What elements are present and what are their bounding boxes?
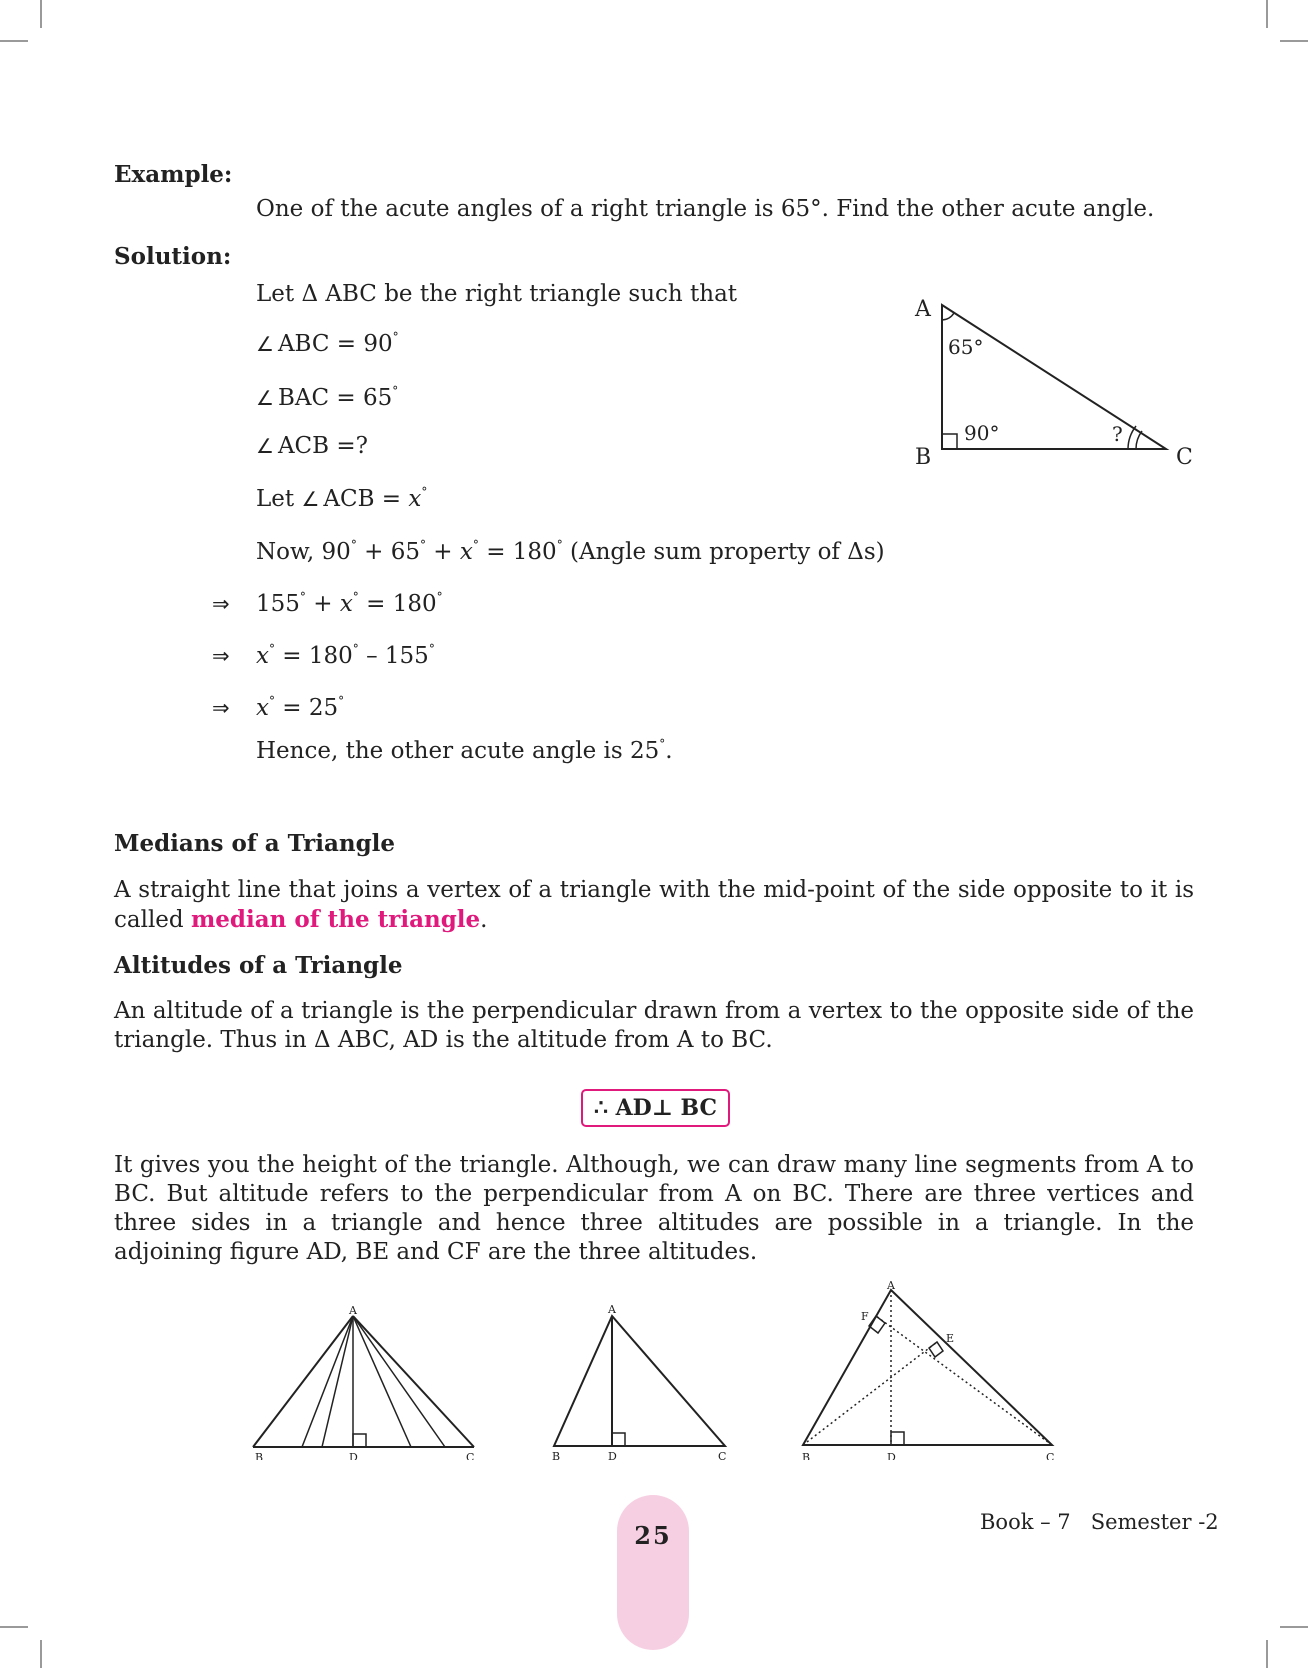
label-b: B (255, 1451, 264, 1460)
angle-c-label: ? (1112, 422, 1123, 446)
angle-symbol: ∠ (301, 487, 320, 511)
right-angle-mark (612, 1433, 625, 1446)
hence-line (256, 737, 673, 766)
label-c: C (1046, 1451, 1055, 1460)
crop-mark (0, 1626, 28, 1628)
segment-line (302, 1316, 353, 1447)
degree-symbol: ° (268, 694, 275, 708)
step1-a: 155 (256, 591, 300, 617)
degree-symbol: ° (352, 642, 359, 656)
altitude-cf (876, 1316, 1052, 1445)
implies-symbol: ⇒ (212, 696, 230, 720)
right-angle-mark (942, 434, 957, 449)
medians-paragraph (114, 876, 1194, 935)
degree-symbol: ° (352, 590, 359, 604)
triangle-figures-row (240, 1280, 1070, 1460)
label-b: B (802, 1451, 811, 1460)
step3-a: = 25 (274, 695, 339, 721)
segment-line (353, 1316, 411, 1447)
angle-symbol: ∠ (256, 434, 274, 458)
angle-a-label: 65° (948, 335, 984, 359)
crop-mark (1280, 40, 1308, 42)
label-d: D (349, 1451, 358, 1460)
crop-mark (1280, 1626, 1308, 1628)
hence-b: . (665, 738, 673, 764)
example-heading: Example: (114, 161, 233, 188)
now-b: + 65 (356, 539, 420, 565)
step1-b: + (305, 591, 340, 617)
label-f: F (861, 1310, 869, 1323)
medians-end: . (480, 907, 488, 933)
degree-symbol: ° (421, 485, 428, 499)
label-a: A (887, 1280, 895, 1292)
label-d: D (608, 1450, 617, 1460)
now-line (256, 538, 885, 567)
medians-text: A straight line that joins a vertex of a triangle with the mid-point of the side opposite to it is called (114, 877, 1194, 933)
implies-symbol: ⇒ (212, 644, 230, 668)
angle-b-label: 90° (964, 421, 1000, 445)
figure-three-altitudes (802, 1280, 1054, 1460)
altitudes-paragraph-2: It gives you the height of the triangle. Although, we can draw many line segments from A to BC. But altitude refers to the perpendicular from A on BC. There are three vertices and three sides in a triangle and hence three altitudes are possible in a triangle. In the adjoining figure AD, BE and CF are the three altitudes. (114, 1152, 1194, 1265)
label-c: C (718, 1450, 727, 1460)
degree-symbol: ° (436, 590, 443, 604)
right-angle-mark (929, 1342, 943, 1357)
degree-symbol: ° (268, 642, 275, 656)
degree-symbol: ° (556, 538, 563, 552)
degree-symbol: ° (392, 330, 399, 344)
var-x: x (256, 695, 269, 721)
degree-symbol: ° (350, 538, 357, 552)
crop-mark (1266, 1640, 1268, 1668)
vertex-c-label: C (1176, 445, 1193, 470)
example-problem: One of the acute angles of a right triangle is 65°. Find the other acute angle. (256, 196, 1155, 222)
right-angle-mark (353, 1434, 366, 1447)
step3-line (256, 694, 344, 723)
var-x: x (256, 643, 269, 669)
let-text: Let (256, 486, 302, 512)
altitudes-heading: Altitudes of a Triangle (114, 952, 403, 979)
figure-many-segments (253, 1304, 474, 1460)
triangle-abc (803, 1290, 1052, 1445)
altitudes-paragraph: An altitude of a triangle is the perpendicular drawn from a vertex to the opposite side of the triangle. Thus in Δ ABC, AD is the altitude from A to BC. (114, 998, 1194, 1053)
segment-line (353, 1316, 445, 1447)
label-a: A (349, 1304, 357, 1317)
angle-symbol: ∠ (256, 386, 274, 410)
footer-semester: Semester -2 (1090, 1510, 1219, 1534)
label-c: C (466, 1451, 475, 1460)
now-d: = 180 (478, 539, 557, 565)
now-e: (Angle sum property of Δs) (562, 539, 885, 565)
hence-a: Hence, the other acute angle is 25 (256, 738, 660, 764)
right-triangle-figure (900, 288, 1200, 473)
degree-symbol: ° (338, 694, 345, 708)
let-acb: ACB = (323, 486, 409, 512)
medians-term: median of the triangle (190, 906, 481, 933)
conclusion-box: ∴ AD⊥ BC (581, 1089, 730, 1127)
crop-mark (0, 40, 28, 42)
medians-heading: Medians of a Triangle (114, 830, 396, 857)
altitude-be (803, 1342, 937, 1445)
step1-line (256, 590, 443, 619)
step2-b: – 155 (358, 643, 429, 669)
step2-a: = 180 (274, 643, 353, 669)
angle-arc-a (942, 313, 954, 320)
figure-single-altitude (552, 1303, 726, 1460)
implies-symbol: ⇒ (212, 592, 230, 616)
degree-symbol: ° (472, 538, 479, 552)
degree-symbol: ° (392, 384, 399, 398)
crop-mark (1266, 0, 1268, 28)
solution-heading: Solution: (114, 243, 232, 270)
let-line (256, 485, 427, 514)
label-b: B (552, 1450, 561, 1460)
given-abc-text: ABC = 90 (277, 331, 393, 357)
step2-line (256, 642, 435, 671)
footer-book-info (980, 1510, 1219, 1534)
given-bac (256, 384, 398, 413)
crop-mark (40, 0, 42, 28)
vertex-b-label: B (915, 445, 932, 470)
ask-acb-text: ACB =? (277, 433, 368, 459)
step1-c: = 180 (358, 591, 437, 617)
degree-symbol: ° (659, 737, 666, 751)
side-ac (353, 1316, 474, 1447)
given-bac-text: BAC = 65 (277, 385, 393, 411)
now-a: Now, 90 (256, 539, 351, 565)
degree-symbol: ° (299, 590, 306, 604)
var-x: x (408, 486, 422, 512)
page-number: 25 (634, 1521, 672, 1550)
ask-acb (256, 432, 368, 461)
degree-symbol: ° (420, 538, 426, 552)
right-angle-mark (891, 1432, 904, 1445)
label-e: E (946, 1332, 955, 1345)
now-c: + (426, 539, 460, 565)
angle-symbol: ∠ (256, 332, 274, 356)
var-x: x (339, 591, 353, 617)
page-number-tab (617, 1495, 689, 1650)
solution-intro: Let Δ ABC be the right triangle such that (256, 281, 738, 307)
triangle-abc (554, 1316, 725, 1446)
label-d: D (887, 1451, 896, 1460)
given-abc (256, 330, 399, 359)
var-x: x (459, 539, 473, 565)
crop-mark (40, 1640, 42, 1668)
vertex-a-label: A (915, 297, 931, 322)
label-a: A (608, 1303, 616, 1316)
footer-book: Book – 7 (980, 1510, 1071, 1534)
degree-symbol: ° (428, 642, 435, 656)
